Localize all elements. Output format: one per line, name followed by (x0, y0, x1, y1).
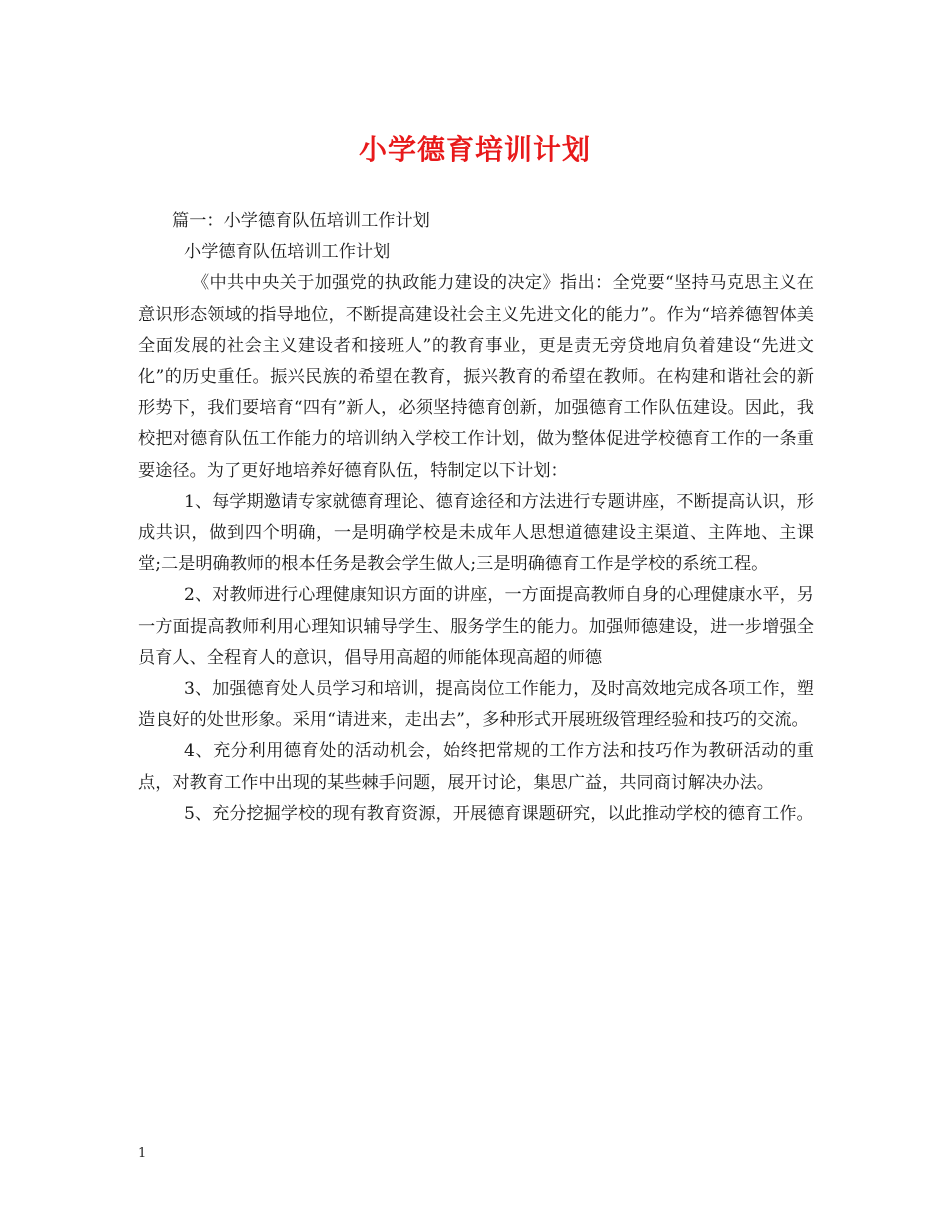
page-number: 1 (138, 1146, 147, 1161)
section-heading: 篇一：小学德育队伍培训工作计划 (172, 211, 430, 231)
document-body (138, 206, 814, 830)
paragraph-item-2: 2、对教师进行心理健康知识方面的讲座，一方面提高教师自身的心理健康水平，另一方面提高教师利用心理知识辅导学生、服务学生的能力。加强师德建设，进一步增强全员育人、全程育人的意识，倡导用高超的师能体现高超的师德 (138, 585, 814, 668)
paragraph-item-1: 1、每学期邀请专家就德育理论、德育途径和方法进行专题讲座，不断提高认识，形成共识，做到四个明确，一是明确学校是未成年人思想道德建设主渠道、主阵地、主课堂;二是明确教师的根本任务是教会学生做人;三是明确德育工作是学校的系统工程。 (138, 491, 814, 575)
paragraph-item-3: 3、加强德育处人员学习和培训，提高岗位工作能力，及时高效地完成各项工作，塑造良好的处世形象。采用“请进来，走出去”，多种形式开展班级管理经验和技巧的交流。 (138, 679, 814, 731)
paragraph-item-5: 5、充分挖掘学校的现有教育资源，开展德育课题研究，以此推动学校的德育工作。 (184, 803, 814, 824)
section-subtitle: 小学德育队伍培训工作计划 (184, 242, 391, 263)
paragraph-intro: 《中共中央关于加强党的执政能力建设的决定》指出：全党要“坚持马克思主义在意识形态领域的指导地位，不断提高建设社会主义先进文化的能力”。作为“培养德智体美全面发展的社会主义建设者和接班人”的教育事业，更是责无旁贷地肩负着建设“先进文化”的历史重任。振兴民族的希望在教育，振兴教育的希望在教师。在构建和谐社会的新形势下，我们要培育“四有”新人，必须坚持德育创新，加强德育工作队伍建设。因此，我校把对德育队伍工作能力的培训纳入学校工作计划，做为整体促进学校德育工作的一条重要途径。为了更好地培养好德育队伍，特制定以下计划： (138, 273, 814, 481)
document-title: 小学德育培训计划 (358, 133, 591, 166)
paragraph-item-4: 4、充分利用德育处的活动机会，始终把常规的工作方法和技巧作为教研活动的重点，对教育工作中出现的某些棘手问题，展开讨论，集思广益，共同商讨解决办法。 (138, 741, 814, 793)
